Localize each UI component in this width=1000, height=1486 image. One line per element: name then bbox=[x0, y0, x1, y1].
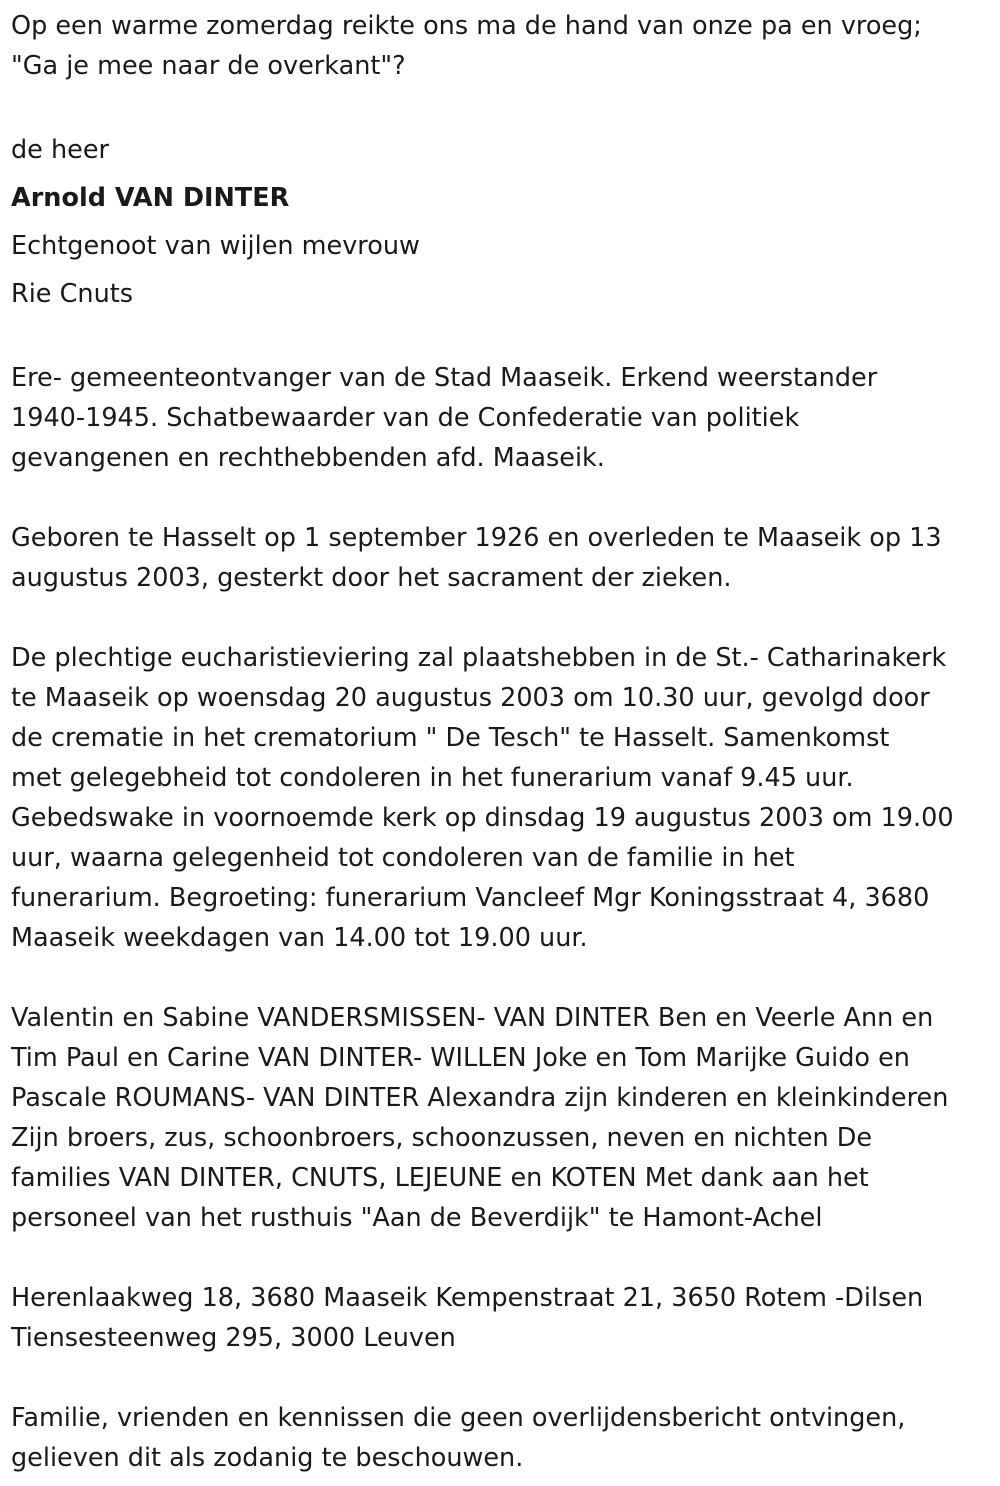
obituary-notice bbox=[11, 6, 996, 1478]
spouse-line-1: Echtgenoot van wijlen mevrouw bbox=[11, 231, 420, 261]
spacer bbox=[11, 598, 996, 638]
birth-death-paragraph: Geboren te Hasselt op 1 september 1926 en overleden te Maaseik op 13 augustus 2003, gesterkt door het sacrament der zieken. bbox=[11, 523, 942, 593]
opening-quote: Op een warme zomerdag reikte ons ma de hand van onze pa en vroeg; "Ga je mee naar de overkant"? bbox=[11, 11, 922, 81]
closing-paragraph: Familie, vrienden en kennissen die geen overlijdensbericht ontvingen, gelieven dit als zodanig te beschouwen. bbox=[11, 1403, 906, 1473]
spacer bbox=[11, 958, 996, 998]
titles-paragraph: Ere- gemeenteontvanger van de Stad Maaseik. Erkend weerstander 1940-1945. Schatbewaarder van de Confederatie van politiek gevangenen en rechthebbenden afd. Maaseik. bbox=[11, 363, 878, 473]
addresses-paragraph: Herenlaakweg 18, 3680 Maaseik Kempenstraat 21, 3650 Rotem -Dilsen Tiensesteenweg 295, 3000 Leuven bbox=[11, 1283, 924, 1353]
spacer bbox=[11, 318, 996, 358]
spacer bbox=[11, 1238, 996, 1278]
family-paragraph: Valentin en Sabine VANDERSMISSEN- VAN DINTER Ben en Veerle Ann en Tim Paul en Carine VAN DINTER- WILLEN Joke en Tom Marijke Guido en Pascale ROUMANS- VAN DINTER Alexandra zijn kinderen en kleinkinderen Zijn broers, zus, schoonbroers, schoonzussen, neven en nichten De families VAN DINTER, CNUTS, LEJEUNE en KOTEN Met dank aan het personeel van het rusthuis "Aan de Beverdijk" te Hamont-Achel bbox=[11, 1003, 949, 1233]
spacer bbox=[11, 478, 996, 518]
spacer bbox=[11, 86, 996, 126]
spacer bbox=[11, 1358, 996, 1398]
spouse-line-2: Rie Cnuts bbox=[11, 279, 134, 309]
deceased-name: Arnold VAN DINTER bbox=[11, 183, 290, 213]
ceremony-paragraph: De plechtige eucharistieviering zal plaatshebben in de St.- Catharinakerk te Maaseik op woensdag 20 augustus 2003 om 10.30 uur, gevolgd door de crematie in het crematorium " De Tesch" te Hasselt. Samenkomst met gelegebheid tot condoleren in het funerarium vanaf 9.45 uur. Gebedswake in voornoemde kerk op dinsdag 19 augustus 2003 om 19.00 uur, waarna gelegenheid tot condoleren van de familie in het funerarium. Begroeting: funerarium Vancleef Mgr Koningsstraat 4, 3680 Maaseik weekdagen van 14.00 tot 19.00 uur. bbox=[11, 643, 954, 953]
salutation: de heer bbox=[11, 135, 110, 165]
